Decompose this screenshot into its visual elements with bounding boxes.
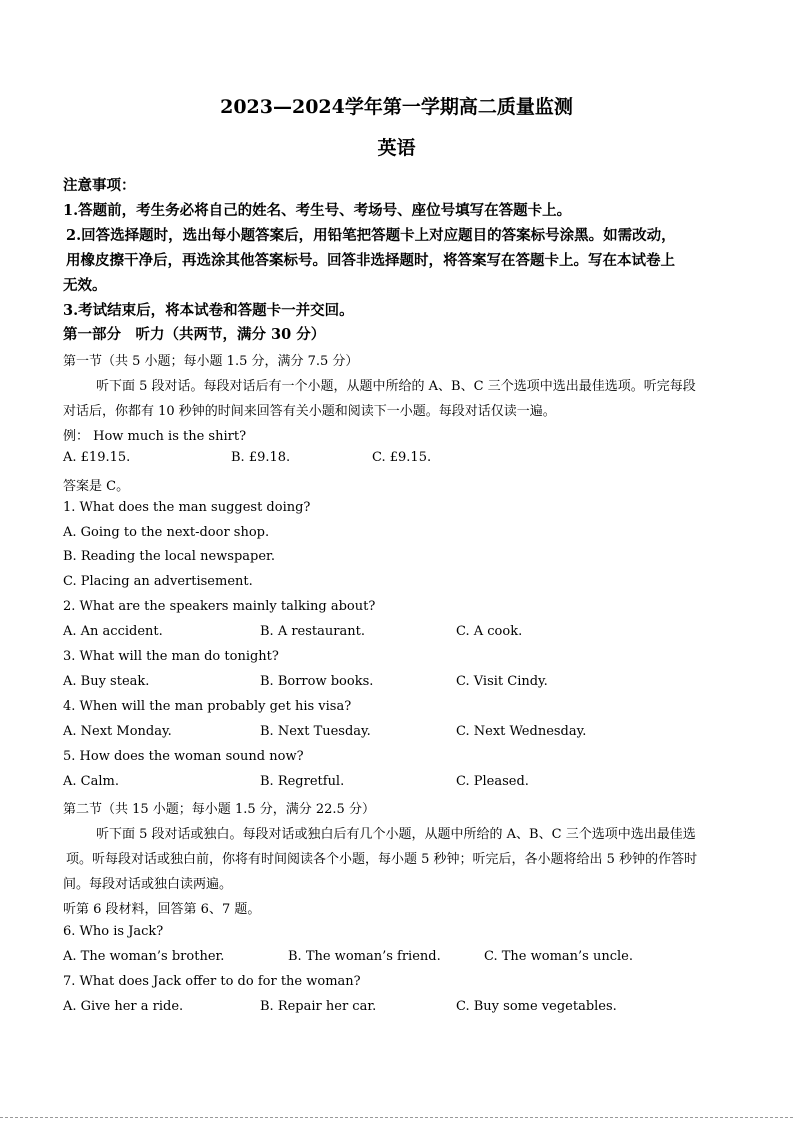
notice-item-2-line-2: 用橡皮擦干净后，再选涂其他答案标号。回答非选择题时，将答案写在答题卡上。写在本试卷上 [66, 252, 675, 269]
question-2-option-a: A. An accident. [63, 624, 163, 639]
example-option-a: A. £19.15. [63, 450, 131, 465]
question-1-option-c: C. Placing an advertisement. [63, 574, 253, 589]
question-3-option-a: A. Buy steak. [63, 674, 150, 689]
question-3-option-b: B. Borrow books. [260, 674, 374, 689]
question-6-option-c: C. The woman’s uncle. [484, 949, 633, 964]
example-option-b: B. £9.18. [231, 450, 291, 465]
part1-heading: 第一部分 听力（共两节，满分 30 分） [63, 326, 326, 343]
section2-instruction-line-2: 项。听每段对话或独白前，你将有时间阅读各个小题，每小题 5 秒钟；听完后，各小题将给出 5 秒钟的作答时 [66, 852, 698, 867]
exam-title: 2023—2024学年第一学期高二质量监测 [220, 96, 573, 118]
question-4-stem: 4. When will the man probably get his visa? [63, 699, 352, 714]
section1-instruction-line-2: 对话后，你都有 10 秒钟的时间来回答有关小题和阅读下一小题。每段对话仅读一遍。 [63, 404, 556, 419]
page-bottom-divider [0, 1117, 793, 1119]
section2-heading: 第二节（共 15 小题；每小题 1.5 分，满分 22.5 分） [63, 802, 375, 817]
question-5-option-c: C. Pleased. [456, 774, 529, 789]
question-3-stem: 3. What will the man do tonight? [63, 649, 279, 664]
question-6-option-a: A. The woman’s brother. [63, 949, 225, 964]
notice-item-3: 3.考试结束后，将本试卷和答题卡一并交回。 [63, 302, 354, 319]
question-3-option-c: C. Visit Cindy. [456, 674, 548, 689]
question-4-option-c: C. Next Wednesday. [456, 724, 587, 739]
notice-item-2-line-1: 2.回答选择题时，选出每小题答案后，用铅笔把答题卡上对应题目的答案标号涂黑。如需改动， [66, 227, 676, 244]
example-option-c: C. £9.15. [372, 450, 432, 465]
question-1-stem: 1. What does the man suggest doing? [63, 500, 311, 515]
question-5-option-a: A. Calm. [63, 774, 119, 789]
notice-item-2-line-3: 无效。 [63, 277, 107, 294]
question-1-option-a: A. Going to the next-door shop. [63, 525, 270, 540]
question-7-option-a: A. Give her a ride. [63, 999, 184, 1014]
question-1-option-b: B. Reading the local newspaper. [63, 549, 275, 564]
section2-instruction-line-1: 听下面 5 段对话或独白。每段对话或独白后有几个小题，从题中所给的 A、B、C 三个选项中选出最佳选 [96, 827, 696, 842]
question-6-stem: 6. Who is Jack? [63, 924, 164, 939]
question-2-stem: 2. What are the speakers mainly talking about? [63, 599, 376, 614]
question-7-option-c: C. Buy some vegetables. [456, 999, 617, 1014]
material-6-instruction: 听第 6 段材料，回答第 6、7 题。 [63, 902, 261, 917]
section1-heading: 第一节（共 5 小题；每小题 1.5 分，满分 7.5 分） [63, 354, 359, 369]
question-4-option-a: A. Next Monday. [63, 724, 172, 739]
question-6-option-b: B. The woman’s friend. [288, 949, 441, 964]
section1-instruction-line-1: 听下面 5 段对话。每段对话后有一个小题，从题中所给的 A、B、C 三个选项中选出最佳选项。听完每段 [96, 379, 696, 394]
question-2-option-b: B. A restaurant. [260, 624, 365, 639]
section2-instruction-line-3: 间。每段对话或独白读两遍。 [63, 877, 233, 892]
question-2-option-c: C. A cook. [456, 624, 523, 639]
notice-item-1: 1.答题前，考生务必将自己的姓名、考生号、考场号、座位号填写在答题卡上。 [63, 202, 572, 219]
example-question: 例： How much is the shirt? [63, 429, 247, 444]
question-4-option-b: B. Next Tuesday. [260, 724, 371, 739]
question-5-stem: 5. How does the woman sound now? [63, 749, 304, 764]
subject-title: 英语 [377, 137, 416, 159]
question-7-option-b: B. Repair her car. [260, 999, 377, 1014]
example-answer: 答案是 C。 [63, 479, 130, 494]
question-7-stem: 7. What does Jack offer to do for the woman? [63, 974, 361, 989]
question-5-option-b: B. Regretful. [260, 774, 345, 789]
notice-heading: 注意事项： [63, 177, 136, 194]
